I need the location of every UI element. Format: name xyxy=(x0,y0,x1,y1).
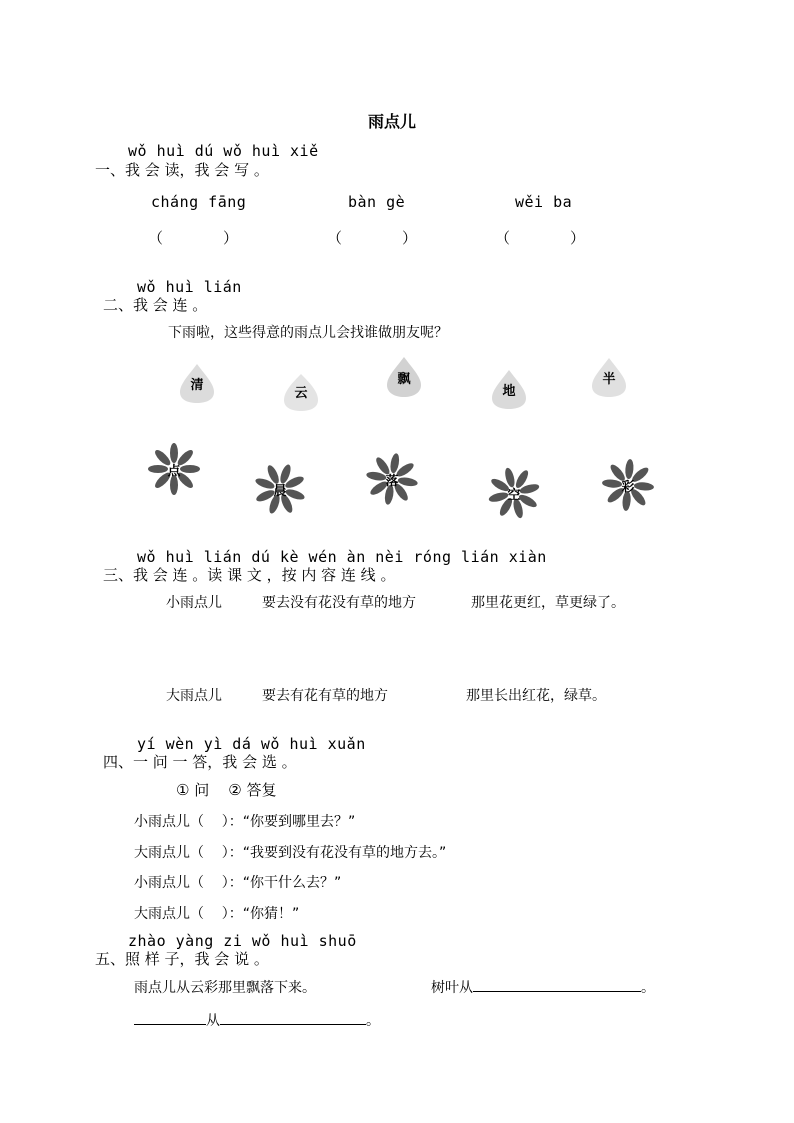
period: 。 xyxy=(366,1013,380,1029)
s1-word-2: bàn gè xyxy=(348,193,406,211)
fill-blank[interactable] xyxy=(134,1010,206,1025)
s3-row2-place[interactable]: 要去有花有草的地方 xyxy=(262,688,388,704)
s2-prompt: 下雨啦，这些得意的雨点儿会找谁做朋友呢？ xyxy=(168,325,448,341)
raindrop-tile[interactable] xyxy=(488,368,530,410)
s3-row2-result[interactable]: 那里长出红花，绿草。 xyxy=(466,688,606,704)
s3-row1-place[interactable]: 要去没有花没有草的地方 xyxy=(262,595,416,611)
s1-answer-box-2[interactable] xyxy=(327,227,417,248)
s4-line-1[interactable]: 小雨点儿（ ）：“你要到哪里去？” xyxy=(134,814,356,830)
s4-line-4[interactable]: 大雨点儿（ ）：“你猜！” xyxy=(134,906,300,922)
s1-word-1: cháng fāng xyxy=(151,193,247,211)
page-title: 雨点儿 xyxy=(368,112,417,131)
s3-row2-subject[interactable]: 大雨点儿 xyxy=(166,688,222,704)
fill-blank[interactable] xyxy=(473,977,641,992)
raindrop-tile[interactable] xyxy=(588,356,630,398)
period: 。 xyxy=(641,980,655,996)
s3-label: 三、我 会 连 。读 课 文 ，按 内 容 连 线 。 xyxy=(103,566,396,584)
s4-line-3[interactable]: 小雨点儿（ ）：“你干什么去？” xyxy=(134,875,342,891)
raindrop-tile[interactable] xyxy=(383,356,425,398)
s4-line-2[interactable]: 大雨点儿（ ）：“我要到没有花没有草的地方去。” xyxy=(134,845,447,861)
s4-pinyin: yí wèn yì dá wǒ huì xuǎn xyxy=(137,735,366,753)
s1-pinyin: wǒ huì dú wǒ huì xiě xyxy=(128,142,319,160)
s5-example: 雨点儿从云彩那里飘落下来。 xyxy=(134,980,316,996)
fill-blank[interactable] xyxy=(220,1010,366,1025)
flower-tile[interactable] xyxy=(146,441,202,497)
raindrop-char: 地 xyxy=(502,383,516,399)
s4-label: 四、一 问 一 答，我 会 选 。 xyxy=(103,753,297,771)
flower-char: 彩 xyxy=(621,479,635,495)
raindrop-char: 飘 xyxy=(397,371,411,387)
bracket-open: （ xyxy=(327,229,343,247)
raindrop-char: 半 xyxy=(602,371,616,387)
flower-tile[interactable] xyxy=(252,461,308,517)
s2-pinyin: wǒ huì lián xyxy=(137,278,242,296)
s5-label: 五、照 样 子，我 会 说 。 xyxy=(95,950,269,968)
flower-tile[interactable] xyxy=(364,451,420,507)
flower-char: 晨 xyxy=(273,483,287,499)
bracket-open: （ xyxy=(148,229,164,247)
s1-word-3: wěi ba xyxy=(515,193,573,211)
flower-char: 落 xyxy=(385,473,399,489)
raindrop-char: 云 xyxy=(294,385,308,401)
bracket-close: ） xyxy=(570,229,586,247)
s3-row1-subject[interactable]: 小雨点儿 xyxy=(166,595,222,611)
flower-char: 点 xyxy=(167,463,181,479)
raindrop-char: 清 xyxy=(190,377,204,393)
s5-sentence-2 xyxy=(134,1010,380,1030)
s1-answer-box-3[interactable] xyxy=(495,227,585,248)
s5-sentence-1 xyxy=(431,977,655,997)
s5-prompt-1: 树叶从 xyxy=(431,980,473,996)
flower-tile[interactable] xyxy=(600,457,656,513)
connector: 从 xyxy=(206,1013,220,1029)
s1-answer-box-1[interactable] xyxy=(148,227,238,248)
flower-char: 空 xyxy=(507,487,521,503)
bracket-close: ） xyxy=(223,229,239,247)
bracket-close: ） xyxy=(402,229,418,247)
s3-pinyin: wǒ huì lián dú kè wén àn nèi róng lián xiàn xyxy=(137,548,547,566)
s2-label: 二、我 会 连 。 xyxy=(103,296,208,314)
s5-pinyin: zhào yàng zi wǒ huì shuō xyxy=(128,932,357,950)
s3-row1-result[interactable]: 那里花更红，草更绿了。 xyxy=(471,595,625,611)
raindrop-tile[interactable] xyxy=(280,370,322,412)
s4-options: ① 问 ② 答复 xyxy=(176,781,277,799)
bracket-open: （ xyxy=(495,229,511,247)
s1-label: 一、我 会 读，我 会 写 。 xyxy=(95,161,269,179)
flower-tile[interactable] xyxy=(486,465,542,521)
raindrop-tile[interactable] xyxy=(176,362,218,404)
